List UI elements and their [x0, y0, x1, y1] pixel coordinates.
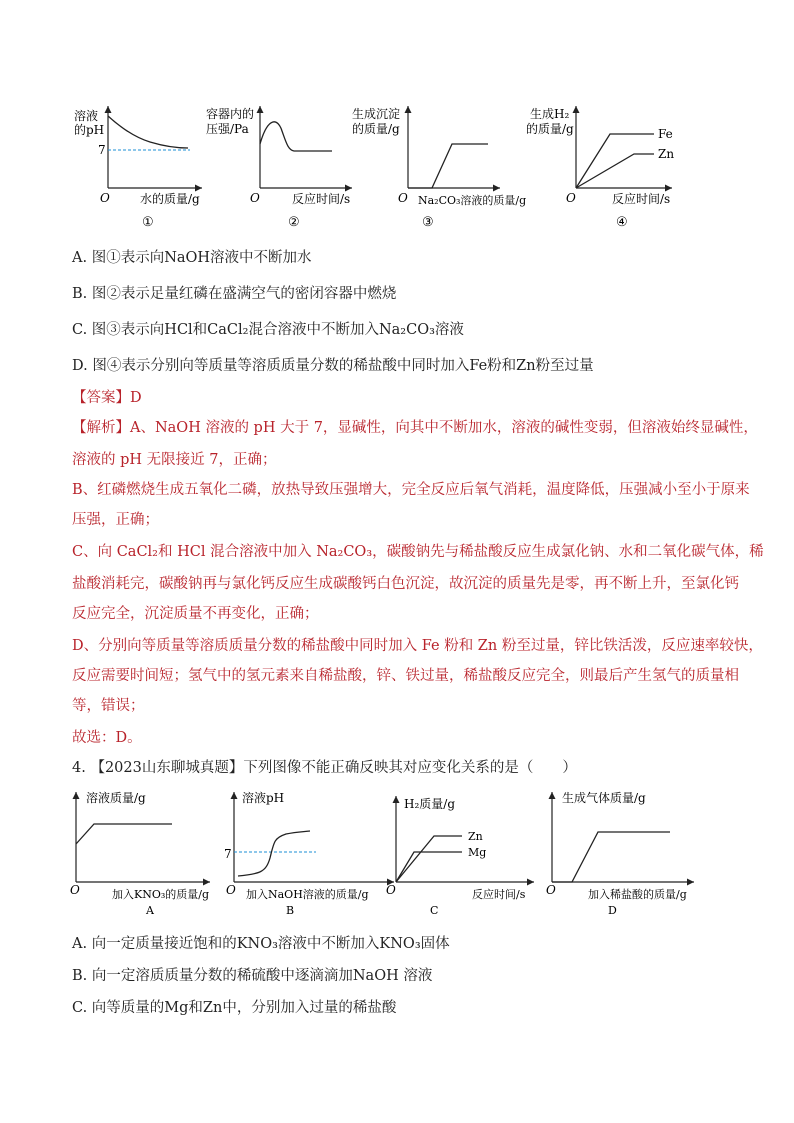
g3-ylabel2: 的质量/g: [352, 122, 400, 136]
gb-letter: B: [286, 904, 295, 917]
gd-xlabel: 加入稀盐酸的质量/g: [588, 888, 687, 901]
gd-ylabel: 生成气体质量/g: [562, 791, 646, 805]
q4-option-c: C. 向等质量的Mg和Zn中，分别加入过量的稀盐酸: [72, 1000, 397, 1016]
gc-xlabel: 反应时间/s: [472, 888, 526, 901]
analysis-line-9: 反应需要时间短；氢气中的氢元素来自稀盐酸，锌、铁过量，稀盐酸反应完全，则最后产生氢气的质量相: [72, 668, 739, 684]
g2-curve: [260, 122, 332, 151]
gd-curve: [552, 832, 670, 882]
ga-letter: A: [146, 904, 154, 917]
g2-ylabel2: 压强/Pa: [206, 122, 249, 136]
figure-row-2: [60, 786, 720, 922]
analysis-line-2: 溶液的 pH 无限接近 7，正确；: [72, 452, 277, 468]
g4-curve-zn: [576, 154, 654, 188]
option-b: B. 图②表示足量红磷在盛满空气的密闭容器中燃烧: [72, 286, 397, 302]
graph-4: [526, 106, 674, 230]
g4-curve-fe: [576, 134, 654, 188]
gd-origin: O: [546, 883, 556, 897]
g4-label-zn: Zn: [658, 147, 675, 161]
analysis-line-11: 故选：D。: [72, 730, 142, 746]
g2-ylabel1: 容器内的: [206, 107, 255, 121]
g1-ylabel1: 溶液: [74, 109, 99, 123]
g2-number: ②: [288, 215, 300, 230]
gb-xlabel: 加入NaOH溶液的质量/g: [246, 888, 369, 901]
gc-label-mg: Mg: [468, 846, 487, 859]
ga-curve: [76, 824, 172, 844]
option-a: A. 图①表示向NaOH溶液中不断加水: [72, 250, 312, 266]
ga-origin: O: [70, 883, 80, 897]
analysis-line-4: 压强，正确；: [72, 512, 159, 528]
graph-2: [206, 106, 352, 230]
gc-ylabel: H₂质量/g: [404, 797, 456, 811]
graph-a: [70, 790, 210, 917]
answer-label: 【答案】D: [72, 390, 142, 406]
g3-origin: O: [398, 191, 408, 205]
gb-ylabel: 溶液pH: [242, 791, 285, 805]
g3-xlabel: Na₂CO₃溶液的质量/g: [418, 194, 527, 207]
graph-b: [224, 790, 394, 917]
g4-ylabel2: 的质量/g: [526, 122, 574, 136]
q4-option-b: B. 向一定溶质质量分数的稀硫酸中逐滴滴加NaOH 溶液: [72, 968, 433, 984]
ga-xlabel: 加入KNO₃的质量/g: [112, 888, 210, 901]
analysis-line-5: C、向 CaCl₂和 HCl 混合溶液中加入 Na₂CO₃，碳酸钠先与稀盐酸反应生成氯化钠、水和二氧化碳气体，稀: [72, 544, 764, 560]
g1-tick-7: 7: [98, 143, 106, 157]
g4-number: ④: [616, 215, 628, 230]
g2-xlabel: 反应时间/s: [292, 192, 351, 206]
gb-origin: O: [226, 883, 236, 897]
g4-origin: O: [566, 191, 576, 205]
analysis-line-1: 【解析】A、NaOH 溶液的 pH 大于 7，显碱性，向其中不断加水，溶液的碱性变弱，但溶液始终显碱性，: [72, 420, 758, 436]
g1-curve: [108, 116, 188, 148]
gb-curve: [238, 831, 310, 876]
analysis-line-10: 等，错误；: [72, 698, 145, 714]
g3-curve: [408, 144, 488, 188]
option-d: D. 图④表示分别向等质量等溶质质量分数的稀盐酸中同时加入Fe粉和Zn粉至过量: [72, 358, 594, 374]
graph-c: [386, 796, 534, 917]
g3-ylabel1: 生成沉淀: [352, 107, 401, 121]
analysis-line-7: 反应完全，沉淀质量不再变化，正确；: [72, 606, 319, 622]
g1-xlabel: 水的质量/g: [140, 192, 200, 206]
gc-origin: O: [386, 883, 396, 897]
g1-origin: O: [100, 191, 110, 205]
gc-letter: C: [430, 904, 439, 917]
analysis-line-6: 盐酸消耗完，碳酸钠再与氯化钙反应生成碳酸钙白色沉淀，故沉淀的质量先是零，再不断上升，至氯化钙: [72, 576, 739, 592]
graph-1: [74, 106, 202, 230]
gb-tick-7: 7: [224, 847, 232, 861]
g3-number: ③: [422, 215, 434, 230]
g4-ylabel1: 生成H₂: [530, 107, 570, 121]
q4-option-a: A. 向一定质量接近饱和的KNO₃溶液中不断加入KNO₃固体: [72, 936, 450, 952]
gc-label-zn: Zn: [468, 830, 483, 843]
gc-curve-zn: [396, 836, 462, 882]
question-4-title: 4. 【2023山东聊城真题】下列图像不能正确反映其对应变化关系的是（ ）: [72, 760, 577, 776]
analysis-line-8: D、分别向等质量等溶质质量分数的稀盐酸中同时加入 Fe 粉和 Zn 粉至过量，锌比铁活泼，反应速率较快，: [72, 638, 763, 654]
figure-row-1: [60, 96, 700, 236]
ga-ylabel: 溶液质量/g: [86, 791, 146, 805]
analysis-line-3: B、红磷燃烧生成五氧化二磷，放热导致压强增大，完全反应后氧气消耗，温度降低，压强减小至小于原来: [72, 482, 750, 498]
g2-origin: O: [250, 191, 260, 205]
g1-number: ①: [142, 215, 154, 230]
g1-ylabel2: 的pH: [74, 123, 105, 137]
graph-3: [352, 106, 526, 230]
gc-curve-mg: [396, 852, 462, 882]
g4-label-fe: Fe: [658, 127, 673, 141]
option-c: C. 图③表示向HCl和CaCl₂混合溶液中不断加入Na₂CO₃溶液: [72, 322, 464, 338]
g4-xlabel: 反应时间/s: [612, 192, 671, 206]
gd-letter: D: [608, 904, 617, 917]
graph-d: [546, 790, 694, 917]
